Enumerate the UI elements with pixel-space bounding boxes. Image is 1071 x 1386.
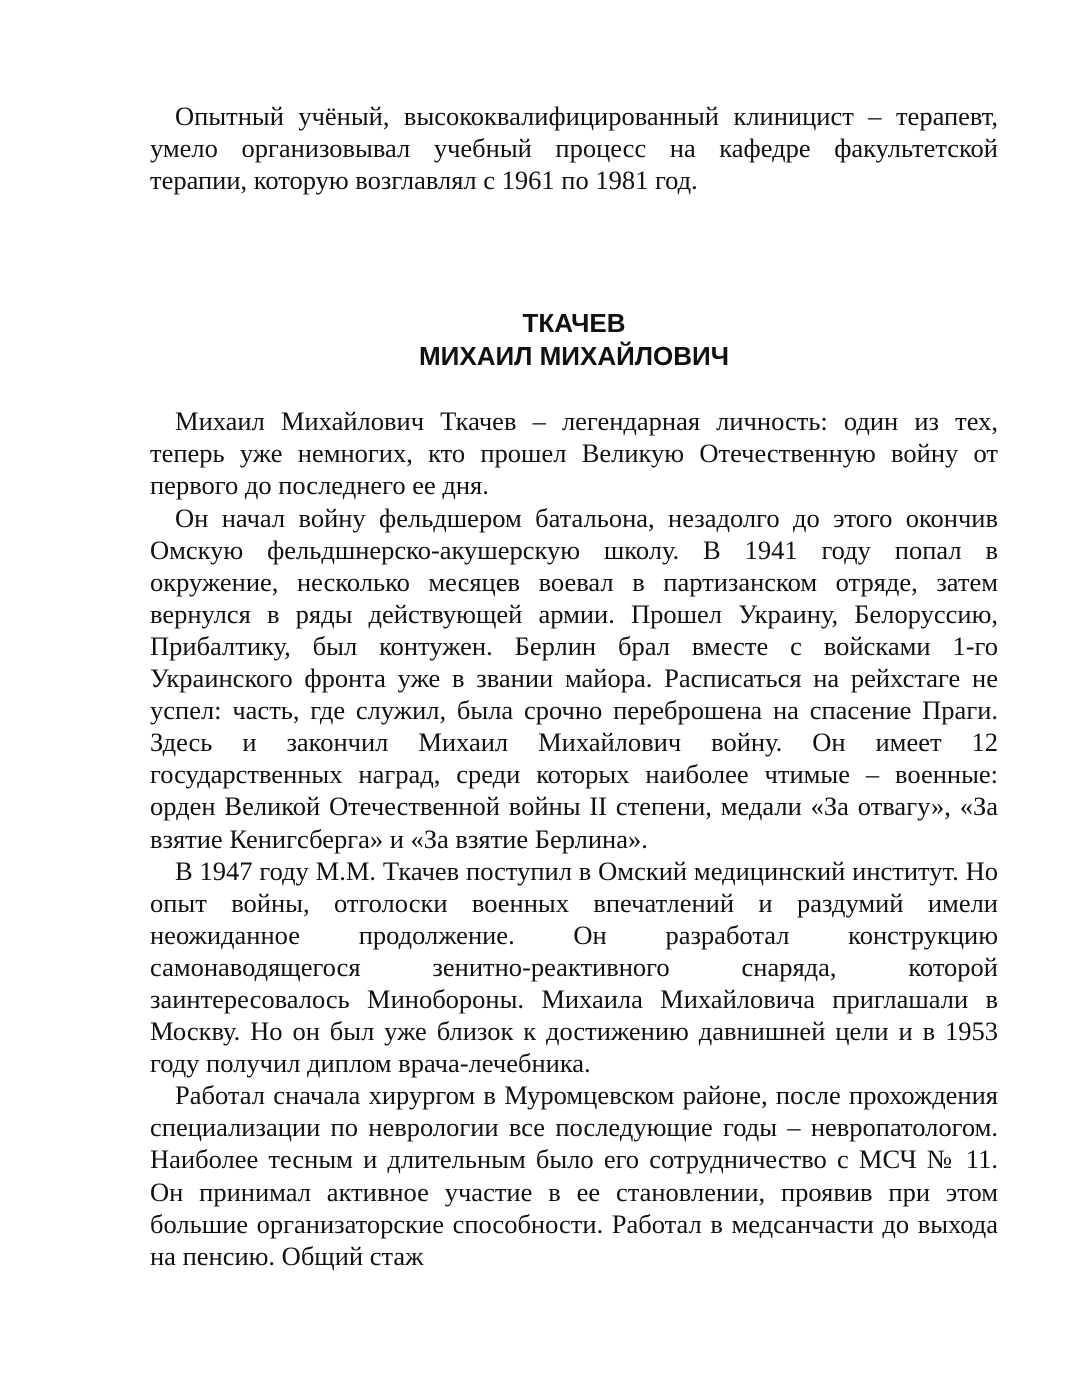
body-paragraph-2: Он начал войну фельдшером батальона, незадолго до этого окончив Омскую фельдшнерско-акушерскую школу. В 1941 году попал в окружение, несколько месяцев воевал в партизанском отряде, затем вернулся в ряды действующей армии. Прошел Украину, Белоруссию, Прибалтику, был контужен. Берлин брал вместе с войсками 1-го Украинского фронта уже в звании майора. Расписаться на рейхстаге не успел: часть, где служил, была срочно переброшена на спасение Праги. Здесь и закончил Михаил Михайлович войну. Он имеет 12 государственных наград, среди которых наиболее чтимые – военные: орден Великой Отечественной войны II степени, медали «За отвагу», «За взятие Кенигсберга» и «За взятие Берлина». xyxy=(150,502,998,854)
heading-surname: ТКАЧЕВ xyxy=(522,308,626,339)
body-paragraph-3: В 1947 году М.М. Ткачев поступил в Омский медицинский институт. Но опыт войны, отголоски военных впечатлений и раздумий имели неожиданное продолжение. Он разработал конструкцию самонаводящегося зенитно-реактивного снаряда, которой заинтересовалось Минобороны. Михаила Михайловича приглашали в Москву. Но он был уже близок к достижению давнишней цели и в 1953 году получил диплом врача-лечебника. xyxy=(150,855,998,1079)
intro-paragraph: Опытный учёный, высококвалифицированный клиницист – терапевт, умело организовывал учебный процесс на кафедре факультетской терапии, которую возглавлял с 1961 по 1981 год. xyxy=(150,101,998,196)
heading-given-names: МИХАИЛ МИХАЙЛОВИЧ xyxy=(419,341,729,372)
body-paragraph-4: Работал сначала хирургом в Муромцевском районе, после прохождения специализации по неврологии все последующие годы – невропатологом. Наиболее тесным и длительным было его сотрудничество с МСЧ № 11. Он принимал активное участие в ее становлении, проявив при этом большие организаторские способности. Работал в медсанчасти до выхода на пенсию. Общий стаж xyxy=(150,1080,998,1271)
document-page xyxy=(150,100,998,1272)
section-heading xyxy=(150,307,998,373)
body-paragraph-1: Михаил Михайлович Ткачев – легендарная личность: один из тех, теперь уже немногих, кто прошел Великую Отечественную войну от первого до последнего ее дня. xyxy=(150,406,998,501)
